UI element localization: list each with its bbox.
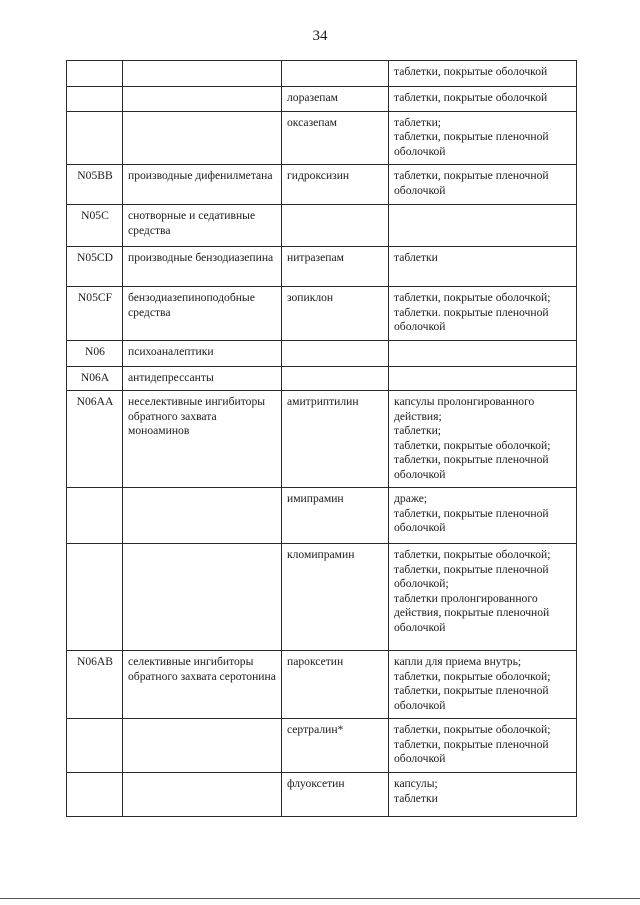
cell-form: капсулы; таблетки [389,773,577,817]
table-body [67,61,577,817]
cell-code [67,544,123,651]
cell-code: N06AA [67,391,123,488]
cell-code: N06AB [67,651,123,719]
cell-group: антидепрессанты [123,366,282,391]
drug-table [66,60,577,817]
cell-code: N06 [67,340,123,366]
cell-code: N05CF [67,287,123,341]
cell-form: капсулы пролонгированного действия; таблетки; таблетки, покрытые оболочкой; таблетки, покрытые пленочной оболочкой [389,391,577,488]
table-row [67,488,577,544]
cell-form [389,205,577,247]
cell-group [123,544,282,651]
cell-drug: зопиклон [282,287,389,341]
cell-drug: оксазепам [282,111,389,165]
cell-form: таблетки, покрытые оболочкой; таблетки, покрытые пленочной оболочкой; таблетки пролонгированного действия, покрытые пленочной оболочкой [389,544,577,651]
cell-drug: лоразепам [282,87,389,112]
table-row [67,165,577,205]
cell-code [67,719,123,773]
cell-group [123,111,282,165]
cell-form [389,340,577,366]
cell-code [67,61,123,87]
cell-drug [282,340,389,366]
table-row [67,205,577,247]
page-number: 34 [312,28,328,44]
cell-form: таблетки, покрытые оболочкой; таблетки, покрытые пленочной оболочкой [389,719,577,773]
cell-group: селективные ингибиторы обратного захвата серотонина [123,651,282,719]
cell-code: N05C [67,205,123,247]
cell-group: производные дифенилметана [123,165,282,205]
cell-code [67,488,123,544]
cell-drug: гидроксизин [282,165,389,205]
table-row [67,340,577,366]
cell-group: производные бензодиазепина [123,247,282,287]
cell-form: таблетки, покрытые пленочной оболочкой [389,165,577,205]
cell-form [389,366,577,391]
cell-code: N05CD [67,247,123,287]
cell-code [67,111,123,165]
cell-drug: амитриптилин [282,391,389,488]
cell-drug: флуоксетин [282,773,389,817]
cell-drug [282,366,389,391]
cell-group: психоаналептики [123,340,282,366]
bottom-rule [0,898,640,899]
cell-code [67,87,123,112]
table-row [67,391,577,488]
table-row [67,87,577,112]
cell-code [67,773,123,817]
cell-form: таблетки; таблетки, покрытые пленочной оболочкой [389,111,577,165]
cell-drug: нитразепам [282,247,389,287]
table-row [67,544,577,651]
cell-group [123,87,282,112]
cell-drug: пароксетин [282,651,389,719]
cell-form: капли для приема внутрь; таблетки, покрытые оболочкой; таблетки, покрытые пленочной оболочкой [389,651,577,719]
cell-code: N05BB [67,165,123,205]
table-row [67,247,577,287]
cell-group [123,488,282,544]
cell-form: таблетки, покрытые оболочкой; таблетки. покрытые пленочной оболочкой [389,287,577,341]
cell-drug [282,205,389,247]
cell-form: таблетки, покрытые оболочкой [389,61,577,87]
table-row [67,719,577,773]
cell-drug: сертралин* [282,719,389,773]
cell-code: N06A [67,366,123,391]
table-row [67,773,577,817]
cell-drug [282,61,389,87]
cell-group: неселективные ингибиторы обратного захвата моноаминов [123,391,282,488]
cell-group [123,61,282,87]
cell-drug: кломипрамин [282,544,389,651]
cell-form: таблетки [389,247,577,287]
table-row [67,111,577,165]
table-row [67,287,577,341]
cell-group [123,773,282,817]
table-row [67,651,577,719]
table-row [67,61,577,87]
cell-group: снотворные и седативные средства [123,205,282,247]
cell-drug: имипрамин [282,488,389,544]
cell-group [123,719,282,773]
cell-form: драже; таблетки, покрытые пленочной оболочкой [389,488,577,544]
cell-group: бензодиазепиноподобные средства [123,287,282,341]
cell-form: таблетки, покрытые оболочкой [389,87,577,112]
table-row [67,366,577,391]
